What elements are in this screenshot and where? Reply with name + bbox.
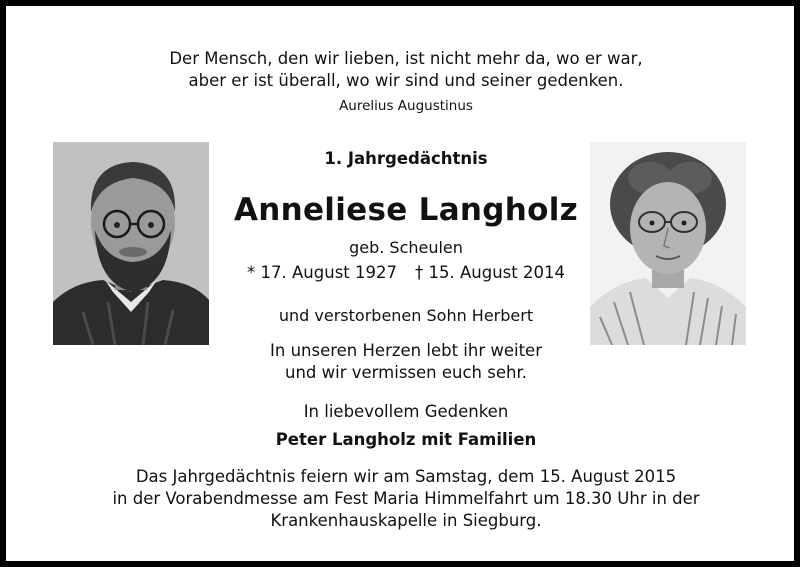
portrait-son-photo bbox=[53, 142, 209, 345]
hearts-line-2: und wir vermissen euch sehr. bbox=[285, 363, 527, 382]
service-line-2: in der Vorabendmesse am Fest Maria Himmelfahrt um 18.30 Uhr in der bbox=[112, 489, 700, 508]
service-notice bbox=[6, 466, 800, 532]
quote-author: Aurelius Augustinus bbox=[339, 98, 473, 114]
hearts-line-1: In unseren Herzen lebt ihr weiter bbox=[270, 341, 542, 360]
quote-line-2: aber er ist überall, wo wir sind und seiner gedenken. bbox=[188, 71, 624, 90]
service-line-3: Krankenhauskapelle in Siegburg. bbox=[270, 511, 542, 530]
death-date: † 15. August 2014 bbox=[415, 263, 565, 282]
service-line-1: Das Jahrgedächtnis feiern wir am Samstag, dem 15. August 2015 bbox=[135, 467, 677, 486]
son-line: und verstorbenen Sohn Herbert bbox=[278, 306, 534, 325]
quote bbox=[6, 48, 800, 92]
anniversary-heading: 1. Jahrgedächtnis bbox=[324, 149, 488, 168]
portrait-mother-photo bbox=[590, 142, 746, 345]
memory-line: In liebevollem Gedenken bbox=[303, 402, 509, 421]
family-signature: Peter Langholz mit Familien bbox=[275, 430, 537, 449]
birth-date: * 17. August 1927 bbox=[247, 263, 397, 282]
quote-line-1: Der Mensch, den wir lieben, ist nicht mehr da, wo er war, bbox=[169, 49, 643, 68]
hearts-text bbox=[6, 340, 800, 384]
maiden-name: geb. Scheulen bbox=[349, 238, 463, 257]
deceased-name: Anneliese Langholz bbox=[233, 192, 579, 228]
